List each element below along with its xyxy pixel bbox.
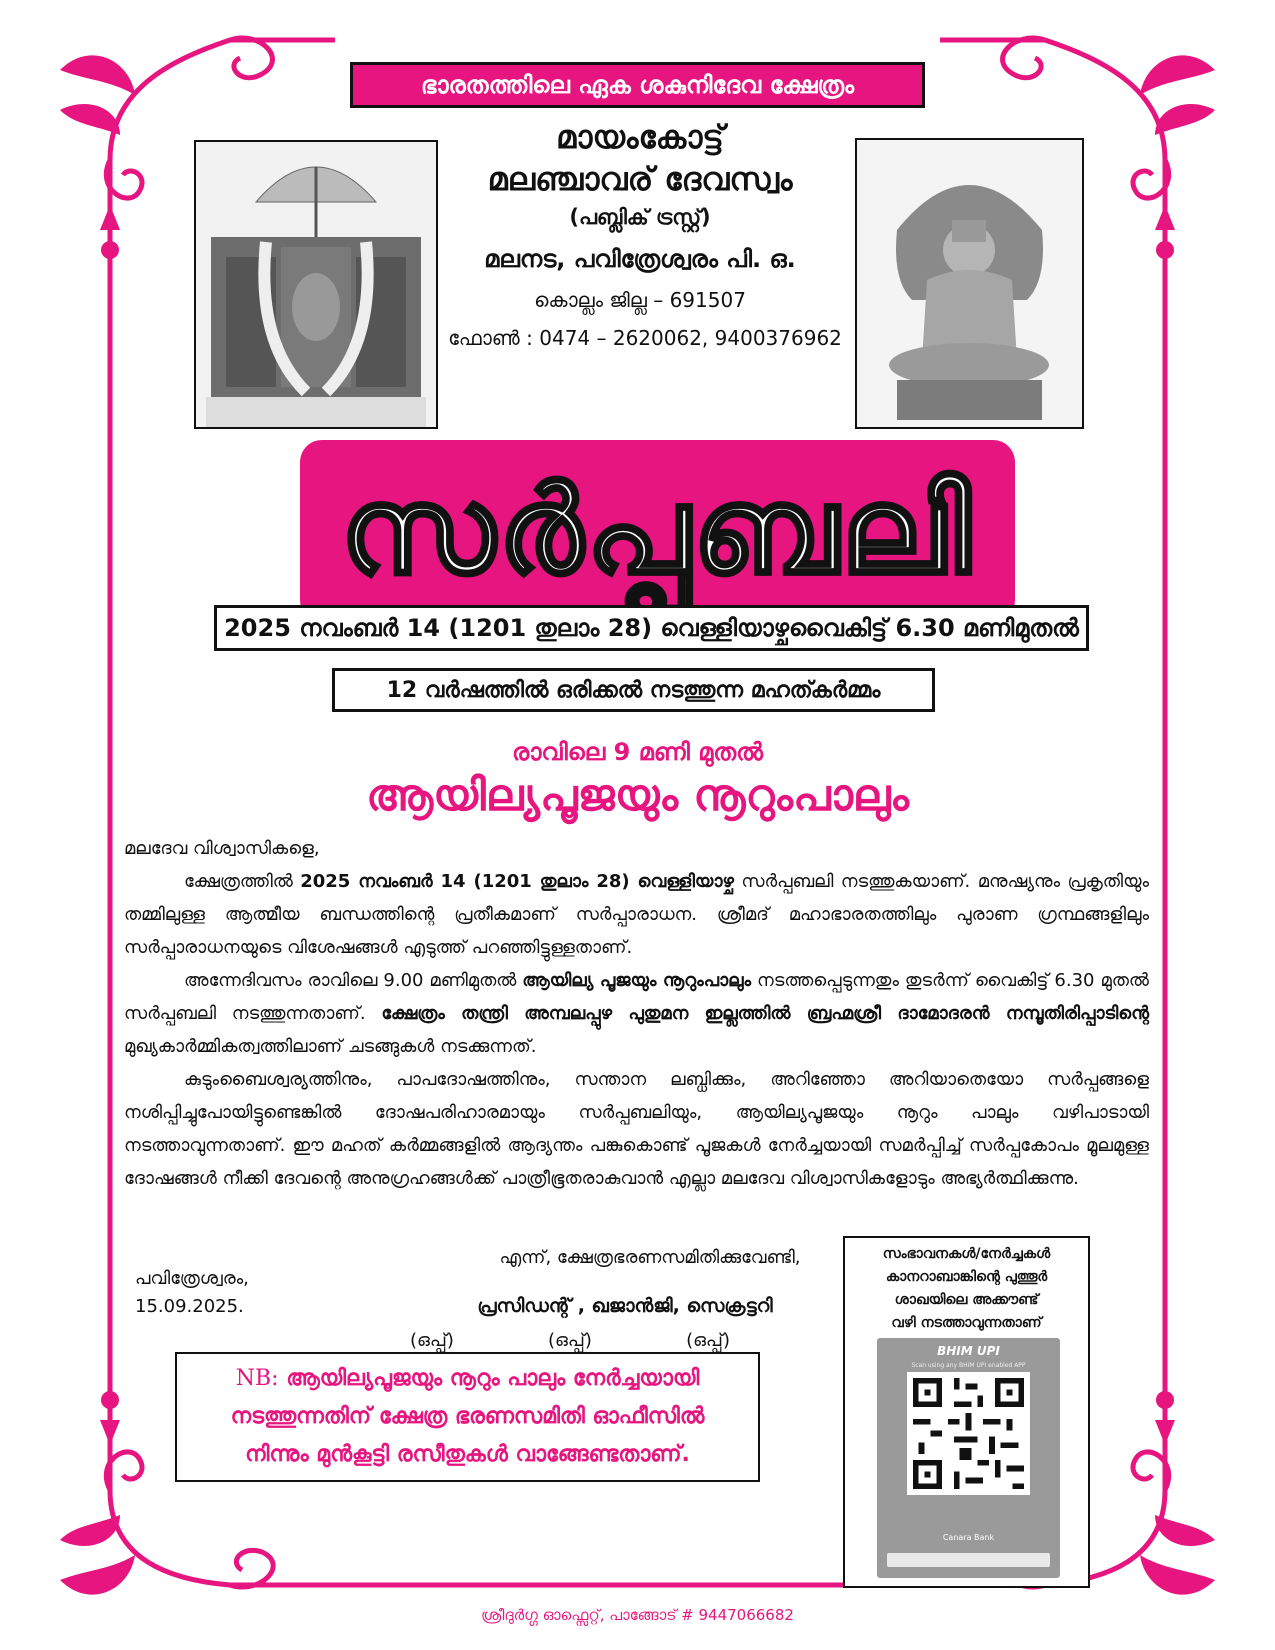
- p1-text-a: ക്ഷേത്രത്തിൽ: [184, 871, 301, 892]
- p2-text-c: നടത്തപ്പെടുന്നതും തുടർന്ന് വൈകിട്ട് 6.30 മുതൽ സർപ്പബലി നടത്തുന്നതാണ്.: [124, 970, 1149, 1024]
- nb-line1-text: ആയില്യപൂജയും നൂറും പാലും നേർച്ചയായി: [278, 1366, 700, 1391]
- pooja-title: ആയില്യപൂജയും നൂറുംപാലും: [366, 770, 909, 821]
- paragraph-2: [124, 964, 1149, 1063]
- event-date: 2025 നവംബർ 14 (1201 തുലാം 28) വെള്ളിയാഴ്ചവൈകിട്ട് 6.30 മണിമുതൽ: [224, 614, 1079, 642]
- deity-photo: [855, 138, 1084, 429]
- qr-bank-name: Canara Bank: [942, 1533, 995, 1542]
- p2-text-a: അന്നേദിവസം രാവിലെ 9.00 മണിമുതൽ: [184, 970, 523, 991]
- nb-label: NB:: [235, 1366, 279, 1391]
- morning-time: രാവിലെ 9 മണി മുതൽ: [512, 738, 763, 766]
- shrine-image: [196, 142, 436, 427]
- upi-brand: BHIM UPI: [937, 1344, 1000, 1358]
- org-address: മലനട, പവിത്രേശ്വരം പി. ഒ.: [484, 245, 796, 273]
- nb-line2: നടത്തുന്നതിന് ക്ഷേത്ര ഭരണസമിതി ഓഫീസിൽ: [230, 1404, 705, 1429]
- signature-row: [410, 1330, 730, 1351]
- signature-1: (ഒപ്പ്): [410, 1330, 454, 1351]
- p1-date-bold: 2025 നവംബർ 14 (1201 തുലാം 28) വെള്ളിയാഴ്ച: [300, 871, 734, 892]
- p1-text-c: സർപ്പബലി നടത്തുകയാണ്. മനുഷ്യനും പ്രകൃതിയും തമ്മിലുള്ള ആത്മീയ ബന്ധത്തിന്റെ പ്രതീകമാണ് സർപ്പാരാധന. ശ്രീമദ് മഹാഭാരതത്തിലും പുരാണ ഗ്രന്ഥങ്ങളിലും സർപ്പാരാധനയുടെ വിശേഷങ്ങൾ എടുത്ത് പറഞ്ഞിട്ടുള്ളതാണ്.: [124, 871, 1150, 958]
- signature-3: (ഒപ്പ്): [686, 1330, 730, 1351]
- p2-pooja-bold: ആയില്യ പൂജയും നൂറുംപാലും: [522, 970, 752, 991]
- org-district: കൊല്ലം ജില്ല – 691507: [534, 288, 746, 312]
- bank-line1: സംഭാവനകൾ/നേർച്ചകൾ: [882, 1246, 1051, 1262]
- org-trust: (പബ്ലിക് ട്രസ്റ്റ്): [569, 205, 711, 229]
- qr-code-icon[interactable]: [907, 1372, 1030, 1495]
- paragraph-1: [124, 865, 1149, 964]
- sign-date: 15.09.2025.: [135, 1296, 244, 1317]
- top-banner: ഭാരതത്തിലെ ഏക ശകുനിദേവ ക്ഷേത്രം: [350, 62, 925, 108]
- deity-image: [857, 140, 1082, 427]
- twelve-years-box: [332, 668, 935, 712]
- p2-priest-bold: ക്ഷേത്രം തന്ത്രി അമ്പലപ്പുഴ പുതുമന ഇല്ലത്തിൽ ബ്രഹ്മശ്രീ ദാമോദരൻ നമ്പൂതിരിപ്പാടിന്റെ: [381, 1003, 1149, 1024]
- bank-box: [843, 1236, 1090, 1588]
- upi-qr-card: [877, 1338, 1060, 1578]
- signature-2: (ഒപ്പ്): [548, 1330, 592, 1351]
- nb-box: [175, 1352, 760, 1482]
- paragraph-3: കുടുംബൈശ്വര്യത്തിനും, പാപദോഷത്തിനും, സന്താന ലബ്ധിക്കും, അറിഞ്ഞോ അറിയാതെയോ സർപ്പങ്ങളെ നശിപ്പിച്ചുപോയിട്ടുണ്ടെങ്കിൽ ദോഷപരിഹാരമായും സർപ്പബലിയും, ആയില്യപൂജയും നൂറും പാലും വഴിപാടായി നടത്താവുന്നതാണ്. ഈ മഹത് കർമ്മങ്ങളിൽ ആദ്യന്തം പങ്കുകൊണ്ട് പൂജകൾ നേർച്ചയായി സമർപ്പിച്ച് സർപ്പകോപം മൂലമുള്ള ദോഷങ്ങൾ നീക്കി ദേവന്റെ അനുഗ്രഹങ്ങൾക്ക് പാത്രീഭൂതരാകുവാൻ എല്ലാ മലദേവ വിശ്വാസികളോടും അഭ്യർത്ഥിക്കുന്നു.: [124, 1069, 1149, 1189]
- sign-for: എന്ന്, ക്ഷേത്രഭരണസമിതിക്കുവേണ്ടി,: [499, 1247, 801, 1268]
- org-name-line1: മായംകോട്ട്: [556, 118, 724, 156]
- bank-line3: ശാഖയിലെ അക്കൗണ്ട്: [894, 1292, 1039, 1308]
- event-title: സർപ്പബലി: [340, 460, 975, 601]
- sign-place: പവിത്രേശ്വരം,: [135, 1268, 249, 1289]
- org-name-line2: മലഞ്ചാവര് ദേവസ്വം: [487, 160, 793, 198]
- twelve-years-text: 12 വർഷത്തിൽ ഒരിക്കൽ നടത്തുന്ന മഹത്കർമ്മം: [386, 677, 881, 703]
- shrine-photo: [194, 140, 438, 429]
- upi-sub: Scan using any BHIM UPI enabled APP: [911, 1362, 1026, 1369]
- bank-line2: കാനറാബാങ്കിന്റെ പുത്തൂർ: [885, 1269, 1048, 1285]
- letter-body: [124, 832, 1149, 1195]
- nb-line1: [177, 1360, 758, 1398]
- sign-roles: പ്രസിഡന്റ് , ഖജാൻജി, സെക്രട്ടറി: [477, 1295, 773, 1317]
- org-phone: ഫോൺ : 0474 – 2620062, 9400376962: [448, 326, 842, 350]
- bank-text: [845, 1238, 1088, 1335]
- sign-place-date: [135, 1265, 385, 1321]
- nb-line3: നിന്നും മുൻകൂട്ടി രസീതുകൾ വാങ്ങേണ്ടതാണ്.: [245, 1442, 690, 1467]
- upi-apps-strip: [887, 1553, 1050, 1567]
- p2-text-e: മുഖ്യകാർമ്മികത്വത്തിലാണ് ചടങ്ങുകൾ നടക്കുന്നത്.: [124, 1036, 537, 1057]
- date-box: [214, 605, 1089, 651]
- printer-footer: ശ്രീദുർഗ്ഗ ഓഫ്സെറ്റ്, പാങ്ങോട് # 9447066682: [481, 1606, 794, 1624]
- title-box: [300, 440, 1015, 622]
- salutation: മലദേവ വിശ്വാസികളെ,: [124, 838, 320, 859]
- bank-line4: വഴി നടത്താവുന്നതാണ്: [891, 1315, 1042, 1331]
